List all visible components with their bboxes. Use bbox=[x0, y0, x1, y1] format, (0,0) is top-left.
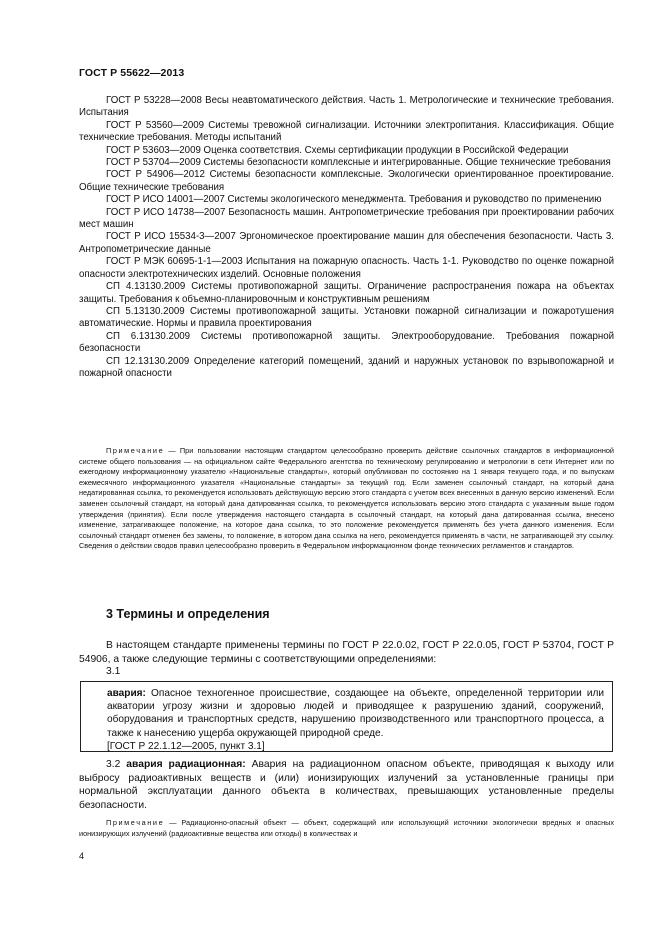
normative-references-list bbox=[79, 95, 614, 380]
reference-item: СП 4.13130.2009 Системы противопожарной защиты. Ограничение распространения пожара на объектах защиты. Требования к объемно-планировочным и конструктивным решениям bbox=[79, 281, 614, 305]
term-number: 3.2 bbox=[106, 759, 121, 770]
reference-item: ГОСТ Р 53603—2009 Оценка соответствия. Схемы сертификации продукции в Российской Федерации bbox=[106, 144, 569, 156]
term-definition-box bbox=[80, 681, 613, 752]
term-definition bbox=[79, 758, 614, 812]
reference-item: ГОСТ Р 54906—2012 Системы безопасности комплексные. Экологически ориентированное проектирование. Общие технические требования bbox=[79, 169, 614, 193]
note-label: Примечание bbox=[106, 818, 165, 827]
note-text: — Радиационно-опасный объект — объект, содержащий или использующий источники экологически вредных и опасных ионизирующих излучений (радиоактивные вещества или отходы) в количествах и bbox=[79, 818, 614, 838]
reference-item: ГОСТ Р ИСО 14738—2007 Безопасность машин. Антропометрические требования при проектировании рабочих мест машин bbox=[79, 206, 614, 231]
term-note bbox=[79, 818, 614, 839]
term-name: авария: bbox=[107, 688, 146, 699]
note-text: — При пользовании настоящим стандартом целесообразно проверить действие ссылочных стандартов в информационной системе общего пользования — на официальном сайте Федерального агентства по техническому регулированию и метрологии в сети Интернет или по ежегодному информационному указателю «Национальные стандарты», который опубликован по состоянию на 1 января текущего года, и по выпускам ежемесячного информационного указателя «Национальные стандарты» за текущий год. Если заменен ссылочный стандарт, на который дана недатированная ссылка, то рекомендуется использовать действующую версию этого стандарта с учетом всех внесенных в данную версию изменений. Если заменен ссылочный стандарт, на который дана датированная ссылка, то рекомендуется использовать версию этого стандарта с указанным выше годом утверждения (принятия). Если после утверждения настоящего стандарта в ссылочный стандарт, на который дана датированная ссылка, внесено изменение, затрагивающее положение, на которое дана ссылка, то это положение рекомендуется применять без учета данного изменения. Если ссылочный стандарт отменен без замены, то положение, в котором дана ссылка на него, рекомендуется применять в части, не затрагивающей эту ссылку. Сведения о действии сводов правил целесообразно проверить в Федеральном информационном фонде технических регламентов и стандартов. bbox=[79, 446, 614, 551]
section-title: 3 Термины и определения bbox=[106, 607, 270, 621]
reference-item: СП 6.13130.2009 Системы противопожарной защиты. Электрооборудование. Требования пожарной безопасности bbox=[79, 330, 614, 355]
reference-item: ГОСТ Р 53560—2009 Системы тревожной сигнализации. Источники электропитания. Классификация. Общие технические требования. Методы испытаний bbox=[79, 119, 614, 144]
term-definition bbox=[107, 687, 604, 740]
term-source: [ГОСТ Р 22.1.12—2005, пункт 3.1] bbox=[107, 740, 265, 752]
reference-item: ГОСТ Р 53228—2008 Весы неавтоматического действия. Часть 1. Метрологические и технические требования. Испытания bbox=[79, 95, 614, 119]
reference-item: СП 12.13130.2009 Определение категорий помещений, зданий и наружных установок по взрывопожарной и пожарной опасности bbox=[79, 355, 614, 379]
reference-item: ГОСТ Р ИСО 15534-3—2007 Эргономическое проектирование машин для обеспечения безопасности. Часть 3. Антропометрические данные bbox=[79, 231, 614, 255]
reference-item: ГОСТ Р 53704—2009 Системы безопасности комплексные и интегрированные. Общие технические требования bbox=[106, 157, 611, 169]
term-definition-text: Авария на радиационном опасном объекте, приводящая к выходу или выбросу радиоактивных веществ и (или) ионизирующих излучений за установленные границы при нормальной эксплуатации данного объекта в количествах, превышающих установленные пределы безопасности. bbox=[79, 759, 614, 811]
reference-item: ГОСТ Р ИСО 14001—2007 Системы экологического менеджмента. Требования и руководство по применению bbox=[106, 194, 602, 206]
term-definition-text: Опасное техногенное происшествие, создающее на объекте, определенной территории или акватории угрозу жизни и здоровью людей и приводящее к разрушению зданий, сооружений, оборудования и транспортных средств, нарушению производственного или транспортного процесса, а также к нанесению ущерба окружающей природной среде. bbox=[107, 688, 604, 739]
page-header: ГОСТ Р 55622—2013 bbox=[79, 67, 185, 79]
term-name: авария радиационная: bbox=[126, 759, 246, 770]
section-intro: В настоящем стандарте применены термины по ГОСТ Р 22.0.02, ГОСТ Р 22.0.05, ГОСТ Р 53704, ГОСТ Р 54906, а также следующие термины с соответствующими определениями: bbox=[79, 640, 614, 665]
page-number: 4 bbox=[79, 851, 85, 861]
references-note bbox=[79, 446, 614, 552]
term-number: 3.1 bbox=[106, 666, 121, 677]
note-label: Примечание bbox=[106, 446, 165, 455]
reference-item: СП 5.13130.2009 Системы противопожарной защиты. Установки пожарной сигнализации и пожаротушения автоматические. Нормы и правила проектирования bbox=[79, 305, 614, 330]
reference-item: ГОСТ Р МЭК 60695-1-1—2003 Испытания на пожарную опасность. Часть 1-1. Руководство по оценке пожарной опасности электротехнических изделий. Основные положения bbox=[79, 256, 614, 280]
